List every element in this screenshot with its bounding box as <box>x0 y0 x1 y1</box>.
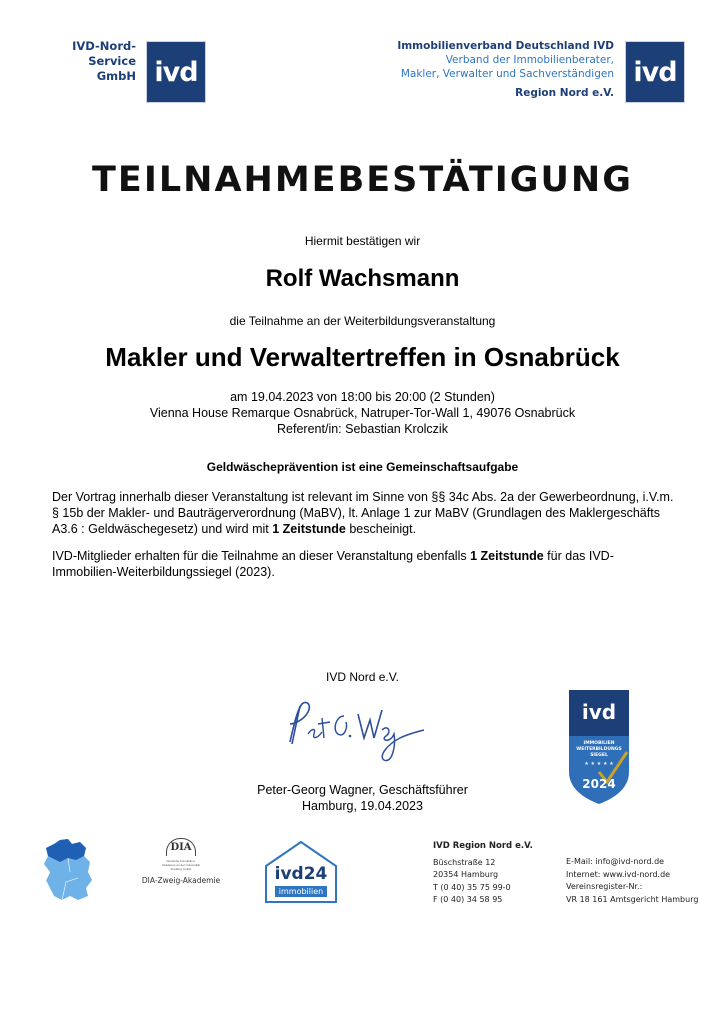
participant-name: Rolf Wachsmann <box>265 265 460 292</box>
contact-web: Internet: www.ivd-nord.de <box>566 869 671 879</box>
event-title: Makler und Verwaltertreffen in Osnabrück <box>105 342 620 372</box>
address-fax: F (0 40) 34 58 95 <box>433 895 503 904</box>
seal-logo: ivd <box>581 700 617 724</box>
address-title: IVD Region Nord e.V. <box>433 841 533 851</box>
venue-line: Vienna House Remarque Osnabrück, Natruper-Tor-Wall 1, 49076 Osnabrück <box>149 406 576 420</box>
footer-address <box>433 840 533 907</box>
signature <box>278 694 428 774</box>
ivd24-sub: immobilien <box>275 886 327 897</box>
issuer-name: IVD Nord e.V. <box>326 670 399 684</box>
dia-mark: DIA <box>166 838 196 856</box>
seal-year: 2024 <box>582 777 616 791</box>
contact-email: E-Mail: info@ivd-nord.de <box>566 857 665 866</box>
dia-label: DIA-Zweig-Akademie <box>141 876 221 885</box>
left-org-line2: GmbH <box>96 69 136 83</box>
address-phone: T (0 40) 35 75 99-0 <box>433 882 511 892</box>
contact-register-value: VR 18 161 Amtsgericht Hamburg <box>566 894 699 904</box>
signer-line: Peter-Georg Wagner, Geschäftsführer <box>257 783 468 797</box>
footer-contact <box>566 856 698 906</box>
germany-map-icon <box>42 838 94 902</box>
seal-text: IMMOBILIEN WEITERBILDUNGS SIEGEL ★ ★ ★ ★ ★ <box>576 741 622 767</box>
ivd24-logo <box>263 838 339 906</box>
intro-text: Hiermit bestätigen wir <box>304 234 421 248</box>
address-city: 20354 Hamburg <box>433 870 499 879</box>
ivd-logo-right: ivd <box>625 41 685 103</box>
event-details <box>0 389 725 437</box>
header-left-org <box>30 39 136 84</box>
right-org-sub1: Verband der Immobilienberater, <box>445 54 614 66</box>
header-right-org <box>370 39 614 100</box>
ivd24-text: ivd24 <box>274 864 328 884</box>
address-street: Büschstraße 12 <box>433 857 496 867</box>
speaker-line: Referent/in: Sebastian Krolczik <box>277 422 448 436</box>
certificate-title: TEILNAHMEBESTÄTIGUNG <box>92 160 633 200</box>
right-org-title: Immobilienverband Deutschland IVD <box>397 40 614 52</box>
topic-heading: Geldwäscheprävention ist eine Gemeinschaftsaufgabe <box>206 460 519 474</box>
members-paragraph: IVD-Mitglieder erhalten für die Teilnahme an dieser Veranstaltung ebenfalls 1 Zeitstunde für das IVD-Immobilien-Weiterbildungssiegel (2023). <box>52 549 614 579</box>
date-line: am 19.04.2023 von 18:00 bis 20:00 (2 Stunden) <box>230 390 495 404</box>
ivd-logo-left: ivd <box>146 41 206 103</box>
weiterbildungssiegel-badge <box>569 690 629 805</box>
dia-logo <box>140 838 222 885</box>
right-org-region: Region Nord e.V. <box>515 87 614 99</box>
right-org-sub2: Makler, Verwalter und Sachverständigen <box>400 68 614 80</box>
relevance-paragraph: Der Vortrag innerhalb dieser Veranstaltung ist relevant im Sinne von §§ 34c Abs. 2a der Gewerbeordnung, i.V.m. § 15b der Makler- und Bauträgerverordnung (MaBV), lt. Anlage 1 zur MaBV (Grundlagen des Maklergeschäfts A3.6 : Geldwäschegesetz) und wird mit 1 Zeitstunde bescheinigt. <box>52 490 674 536</box>
place-date: Hamburg, 19.04.2023 <box>302 799 423 813</box>
dia-small-text: Deutsche Immobilien-Akademie an der Universität Freiburg GmbH <box>162 859 200 871</box>
participation-text: die Teilnahme an der Weiterbildungsveranstaltung <box>229 314 496 328</box>
contact-register: Vereinsregister-Nr.: <box>566 882 643 891</box>
left-org-line1: IVD-Nord-Service <box>72 39 136 68</box>
